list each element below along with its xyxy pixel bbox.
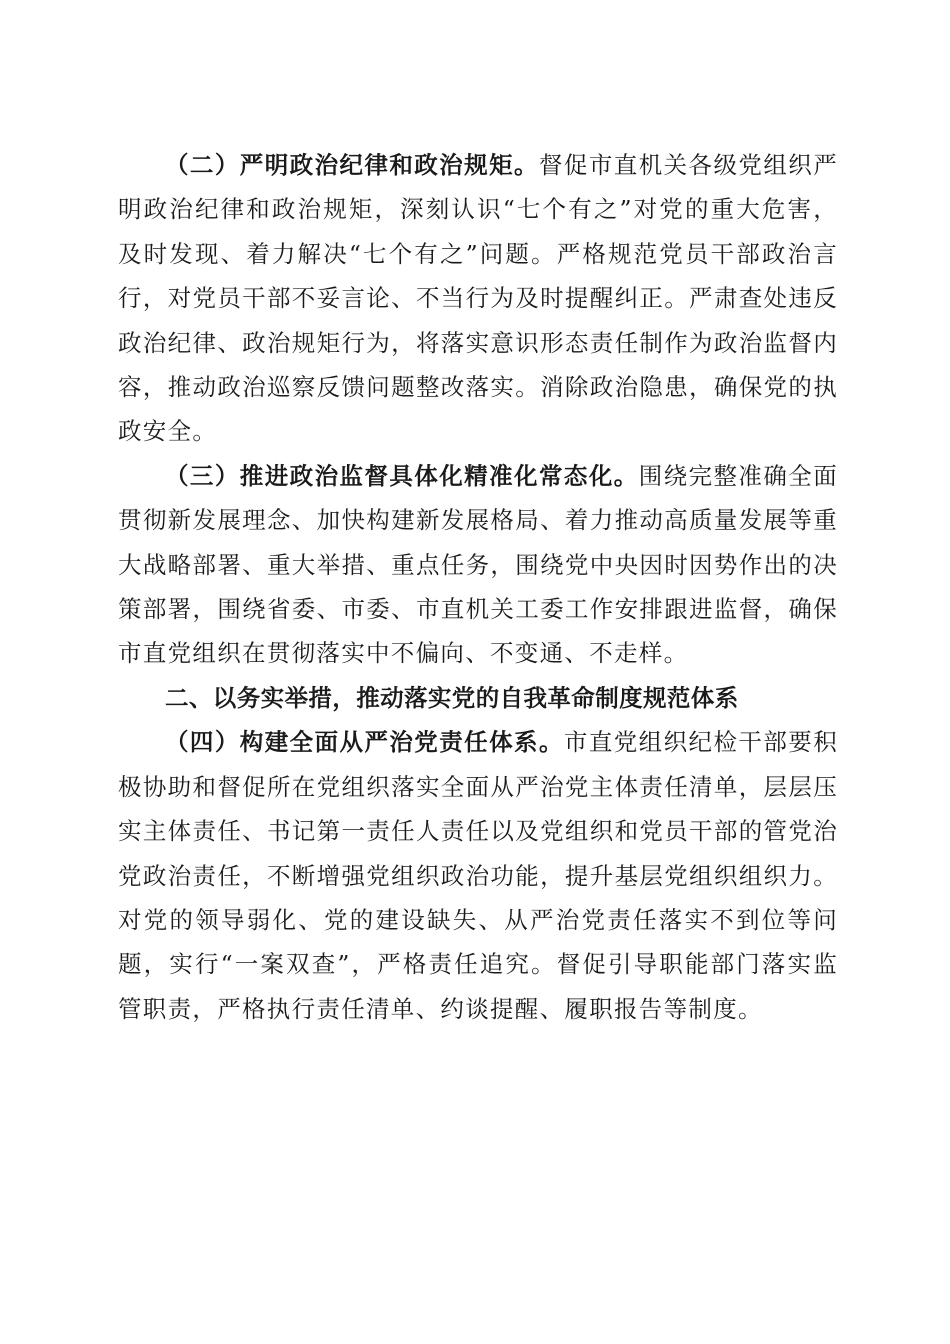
paragraph-four-body: 市直党组织纪检干部要积极协助和督促所在党组织落实全面从严治党主体责任清单，层层压实主体责任、书记第一责任人责任以及党组织和党员干部的管党治党政治责任，不断增强党组织政治功能，提升基层党组织组织力。对党的领导弱化、党的建设缺失、从严治党责任落实不到位等问题，实行“一案双查”，严格责任追究。督促引导职能部门落实监管职责，严格执行责任清单、约谈提醒、履职报告等制度。 (118, 728, 838, 1023)
paragraph-three (118, 454, 838, 676)
document-body (118, 143, 838, 1031)
paragraph-four (118, 720, 838, 1031)
paragraph-three-lead: （三）推进政治监督具体化精准化常态化。 (165, 461, 639, 490)
section-heading: 二、以务实举措，推动落实党的自我革命制度规范体系 (165, 683, 739, 712)
paragraph-two (118, 143, 838, 454)
paragraph-two-lead: （二）严明政治纪律和政治规矩。 (165, 151, 539, 179)
paragraph-three-body: 围绕完整准确全面贯彻新发展理念、加快构建新发展格局、着力推动高质量发展等重大战略部署、重大举措、重点任务，围绕党中央因时因势作出的决策部署，围绕省委、市委、市直机关工委工作安排跟进监督，确保市直党组织在贯彻落实中不偏向、不变通、不走样。 (118, 461, 839, 668)
paragraph-four-lead: （四）构建全面从严治党责任体系。 (165, 728, 564, 757)
paragraph-two-body: 督促市直机关各级党组织严明政治纪律和政治规矩，深刻认识“七个有之”对党的重大危害，及时发现、着力解决“七个有之”问题。严格规范党员干部政治言行，对党员干部不妥言论、不当行为及时提醒纠正。严肃查处违反政治纪律、政治规矩行为，将落实意识形态责任制作为政治监督内容，推动政治巡察反馈问题整改落实。消除政治隐患，确保党的执政安全。 (118, 151, 839, 446)
